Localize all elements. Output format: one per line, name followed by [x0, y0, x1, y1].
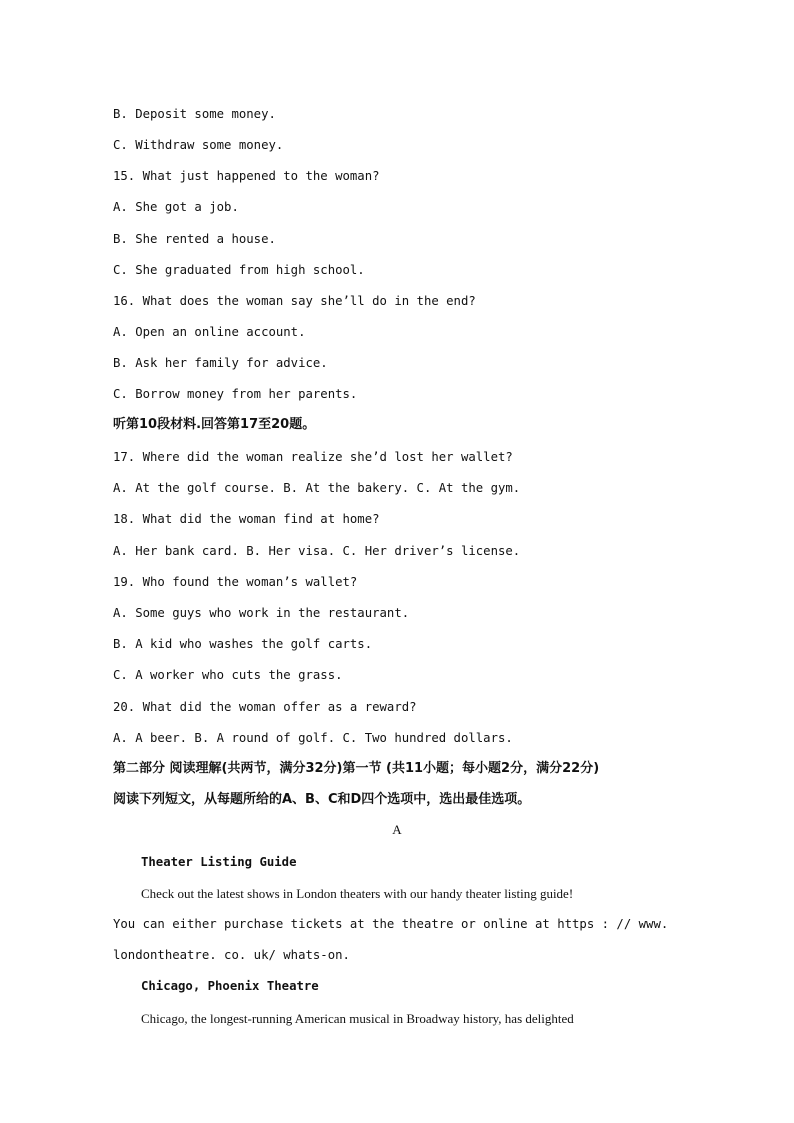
passage-paragraph-1-line-3: londontheatre. co. uk/ whats-on.	[113, 948, 350, 962]
q18-question: 18. What did the woman find at home?	[113, 512, 380, 526]
passage-paragraph-1-line-2: You can either purchase tickets at the theatre or online at https : // www.	[113, 917, 669, 931]
part-2-heading: 第二部分 阅读理解(共两节，满分32分)第一节 (共11小题；每小题2分，满分22分)	[113, 761, 600, 776]
q15-option-b: B. She rented a house.	[113, 232, 276, 246]
q16-option-a: A. Open an online account.	[113, 325, 306, 339]
q15-option-a: A. She got a job.	[113, 200, 239, 214]
section-10-heading: 听第10段材料.回答第17至20题。	[113, 417, 316, 432]
q14-option-c: C. Withdraw some money.	[113, 138, 284, 152]
q16-question: 16. What does the woman say she’ll do in the end?	[113, 294, 476, 308]
passage-paragraph-1-line-1: Check out the latest shows in London theaters with our handy theater listing guide!	[141, 886, 574, 901]
passage-subtitle: Chicago, Phoenix Theatre	[141, 979, 319, 993]
q20-options: A. A beer. B. A round of golf. C. Two hundred dollars.	[113, 731, 513, 745]
q14-option-b: B. Deposit some money.	[113, 107, 276, 121]
q19-question: 19. Who found the woman’s wallet?	[113, 575, 358, 589]
q20-question: 20. What did the woman offer as a reward?	[113, 700, 417, 714]
passage-paragraph-2-line-1: Chicago, the longest-running American musical in Broadway history, has delighted	[141, 1011, 574, 1026]
part-2-instruction: 阅读下列短文，从每题所给的A、B、C和D四个选项中，选出最佳选项。	[113, 792, 531, 807]
passage-letter: A	[392, 822, 402, 837]
q17-options: A. At the golf course. B. At the bakery. C. At the gym.	[113, 481, 521, 495]
q18-options: A. Her bank card. B. Her visa. C. Her driver’s license.	[113, 544, 521, 558]
q15-option-c: C. She graduated from high school.	[113, 263, 365, 277]
q16-option-b: B. Ask her family for advice.	[113, 356, 328, 370]
q16-option-c: C. Borrow money from her parents.	[113, 387, 358, 401]
q19-option-c: C. A worker who cuts the grass.	[113, 668, 343, 682]
passage-title: Theater Listing Guide	[141, 855, 297, 869]
q19-option-b: B. A kid who washes the golf carts.	[113, 637, 373, 651]
q15-question: 15. What just happened to the woman?	[113, 169, 380, 183]
q19-option-a: A. Some guys who work in the restaurant.	[113, 606, 410, 620]
q17-question: 17. Where did the woman realize she’d lost her wallet?	[113, 450, 513, 464]
